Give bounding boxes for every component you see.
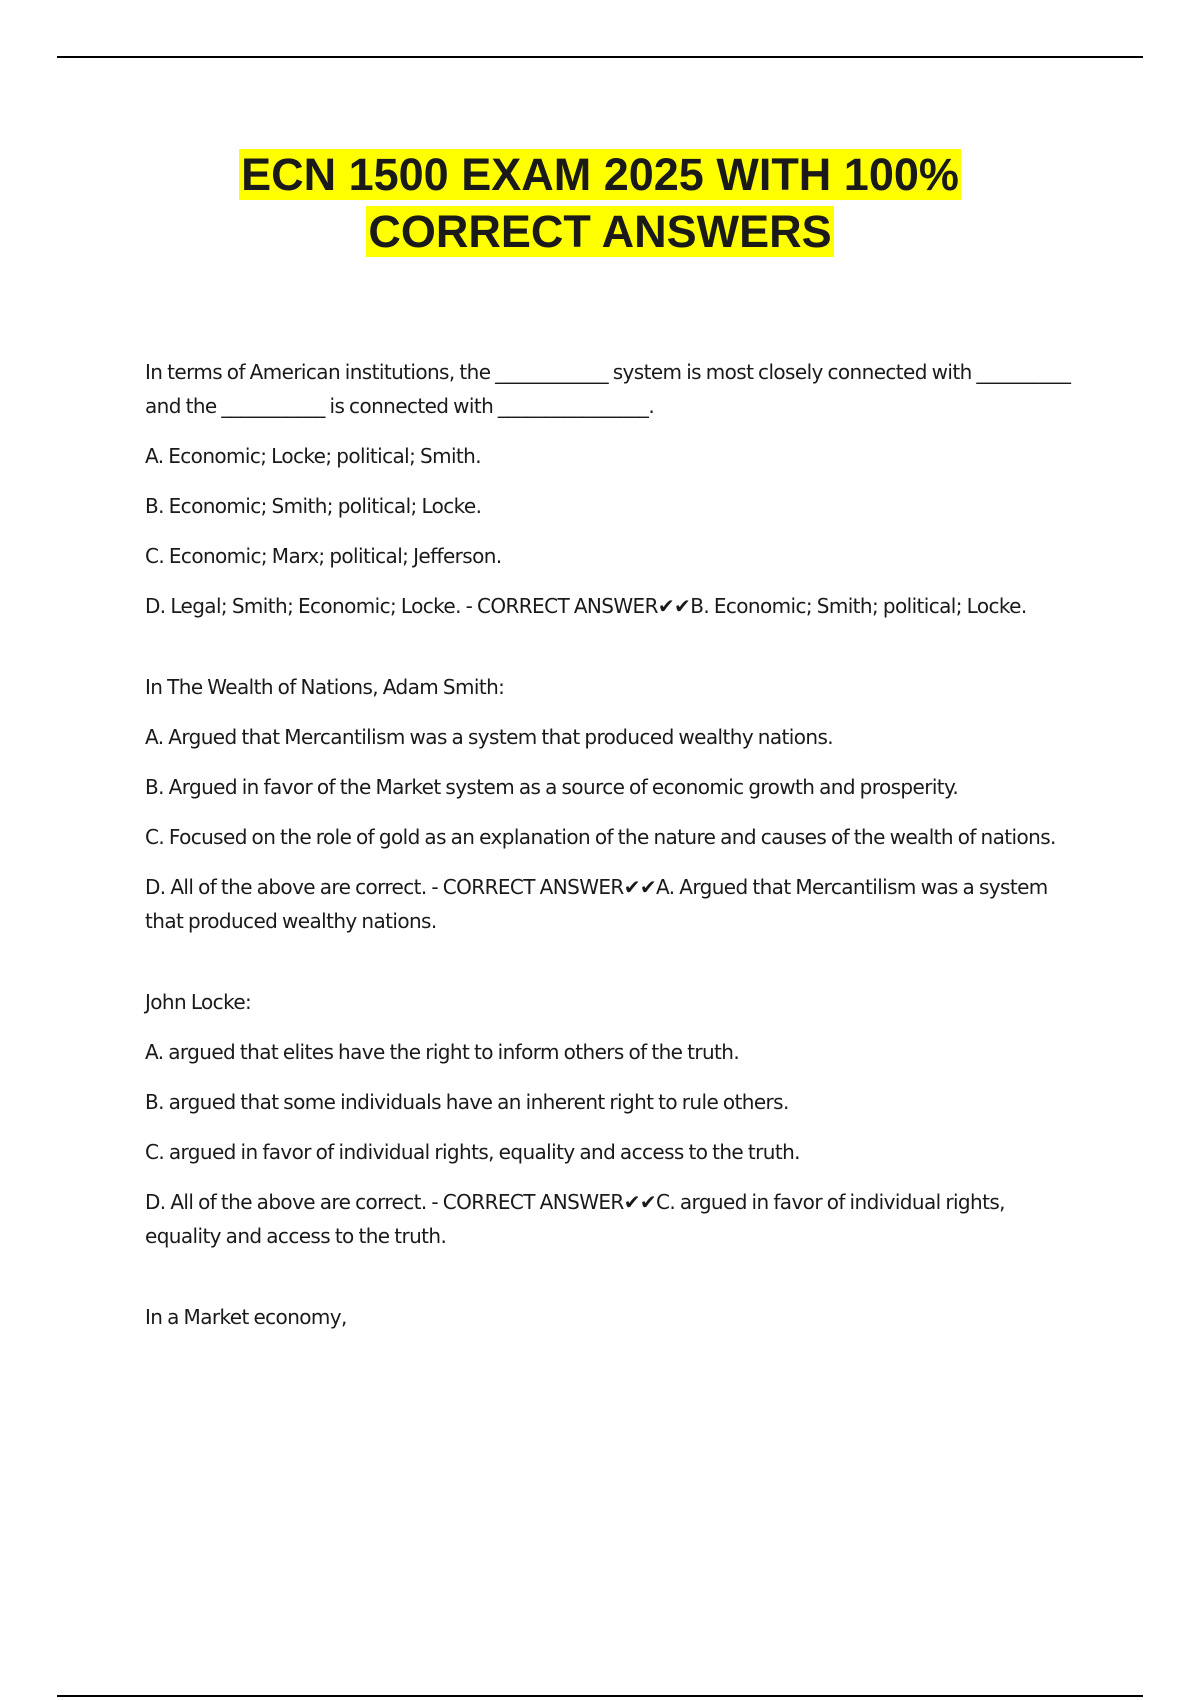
question-stem: John Locke: — [145, 990, 252, 1014]
answer-option: A. Argued that Mercantilism was a system that produced wealthy nations. — [145, 725, 834, 749]
answer-option: A. argued that elites have the right to inform others of the truth. — [145, 1040, 740, 1064]
answer-option: D. Legal; Smith; Economic; Locke. - CORRECT ANSWER✔✔B. Economic; Smith; political; Locke. — [145, 594, 1027, 618]
answer-option: D. All of the above are correct. - CORRECT ANSWER✔✔A. Argued that Mercantilism was a system that produced wealthy nations. — [145, 875, 1048, 933]
answer-option: C. argued in favor of individual rights, equality and access to the truth. — [145, 1140, 800, 1164]
answer-option: C. Focused on the role of gold as an explanation of the nature and causes of the wealth of nations. — [145, 825, 1056, 849]
answer-option: B. Argued in favor of the Market system as a source of economic growth and prosperity. — [145, 775, 959, 799]
footer-rule — [57, 1695, 1143, 1697]
answer-option: B. Economic; Smith; political; Locke. — [145, 494, 482, 518]
question-block — [145, 985, 1075, 1253]
title-line-2: CORRECT ANSWERS — [368, 206, 832, 257]
question-block — [145, 355, 1075, 623]
header-rule — [57, 56, 1143, 58]
question-block — [145, 1300, 1075, 1334]
question-block — [145, 670, 1075, 938]
question-stem: In a Market economy, — [145, 1305, 347, 1329]
question-stem: In The Wealth of Nations, Adam Smith: — [145, 675, 505, 699]
question-stem: In terms of American institutions, the ____________ system is most closely connected with __________ and the ___________ is connected with ________________. — [145, 360, 1071, 418]
question-list — [145, 355, 1075, 1350]
document-title — [0, 146, 1200, 260]
answer-option: C. Economic; Marx; political; Jefferson. — [145, 544, 502, 568]
title-line-1: ECN 1500 EXAM 2025 WITH 100% — [241, 149, 959, 200]
answer-option: B. argued that some individuals have an inherent right to rule others. — [145, 1090, 789, 1114]
answer-option: A. Economic; Locke; political; Smith. — [145, 444, 482, 468]
answer-option: D. All of the above are correct. - CORRECT ANSWER✔✔C. argued in favor of individual rights, equality and access to the truth. — [145, 1190, 1005, 1248]
